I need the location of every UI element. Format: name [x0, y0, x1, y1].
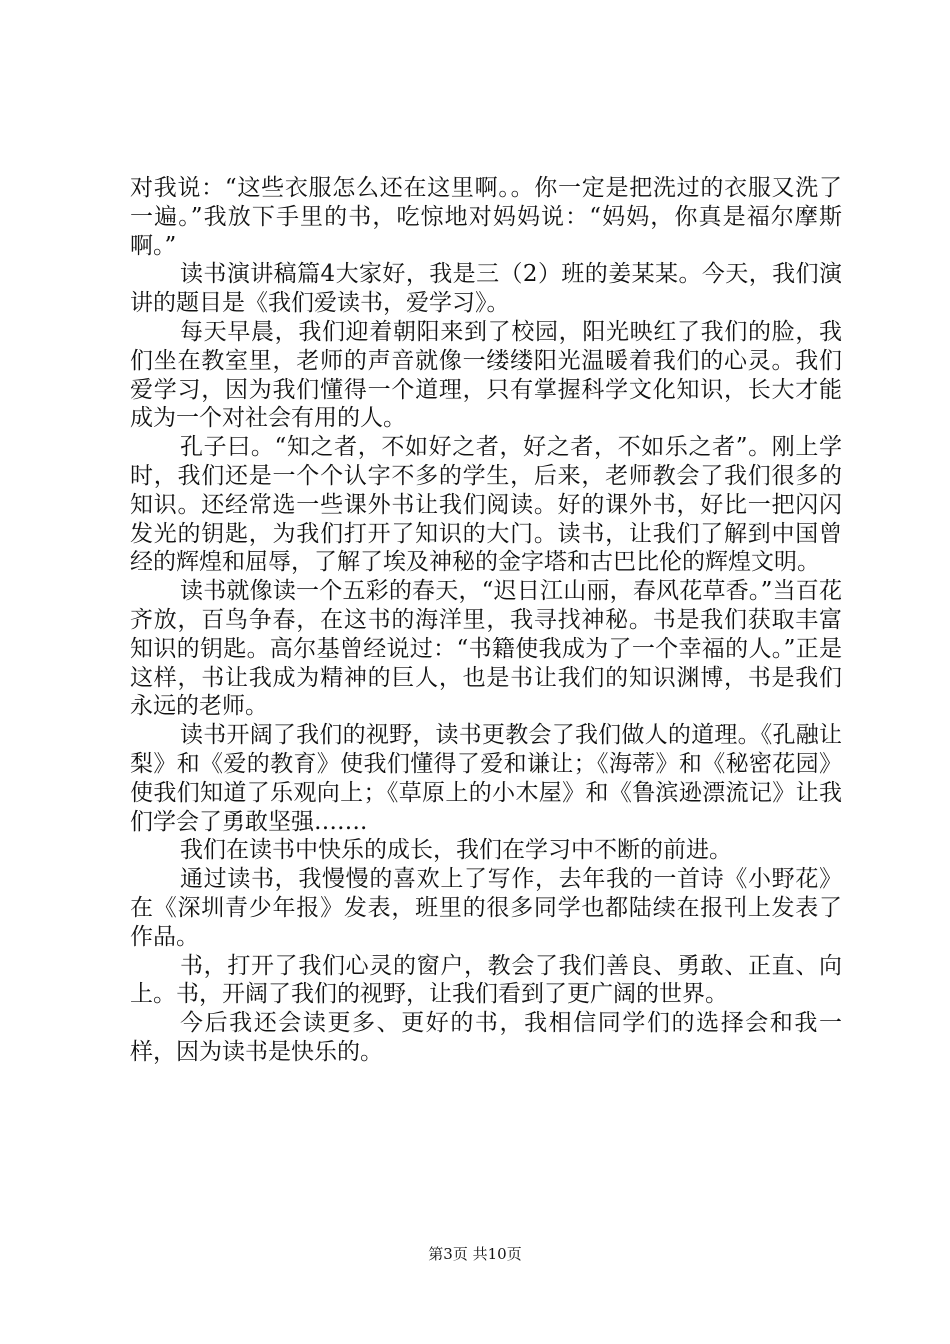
page-number-footer: 第3页 共10页: [428, 1245, 522, 1263]
paragraph-window: 书，打开了我们心灵的窗户，教会了我们善良、勇敢、正直、向上。书，开阔了我们的视野，让我们看到了更广阔的世界。: [130, 952, 842, 1008]
paragraph-confucius: 孔子曰。“知之者，不如好之者，好之者，不如乐之者”。刚上学时，我们还是一个个认字不多的学生，后来，老师教会了我们很多的知识。还经常选一些课外书让我们阅读。好的课外书，好比一把闪闪发光的钥匙，为我们打开了知识的大门。读书，让我们了解到中国曾经的辉煌和屈辱，了解了埃及神秘的金字塔和古巴比伦的辉煌文明。: [130, 434, 842, 576]
document-body: [130, 174, 842, 1067]
paragraph-growing: 我们在读书中快乐的成长，我们在学习中不断的前进。: [180, 837, 732, 864]
paragraph-writing: 通过读书，我慢慢的喜欢上了写作，去年我的一首诗《小野花》在《深圳青少年报》发表，班里的很多同学也都陆续在报刊上发表了作品。: [130, 866, 842, 950]
paragraph-morning: 每天早晨，我们迎着朝阳来到了校园，阳光映红了我们的脸，我们坐在教室里，老师的声音就像一缕缕阳光温暖着我们的心灵。我们爱学习，因为我们懂得一个道理，只有掌握科学文化知识，长大才能成为一个对社会有用的人。: [130, 318, 842, 432]
paragraph-continued: 对我说：“这些衣服怎么还在这里啊。。你一定是把洗过的衣服又洗了一遍。”我放下手里的书，吃惊地对妈妈说：“妈妈，你真是福尔摩斯啊。”: [130, 175, 842, 259]
paragraph-conclusion: 今后我还会读更多、更好的书，我相信同学们的选择会和我一样，因为读书是快乐的。: [130, 1010, 842, 1065]
paragraph-spring: 读书就像读一个五彩的春天，“迟日江山丽，春风花草香。”当百花齐放，百鸟争春，在这书的海洋里，我寻找神秘。书是我们获取丰富知识的钥匙。高尔基曾经说过：“书籍使我成为了一个幸福的人。”正是这样，书让我成为精神的巨人，也是书让我们的知识渊博，书是我们永远的老师。: [130, 578, 842, 720]
paragraph-speech-intro: 读书演讲稿篇4大家好，我是三（2）班的姜某某。今天，我们演讲的题目是《我们爱读书，爱学习》。: [130, 261, 842, 317]
paragraph-horizons: 读书开阔了我们的视野，读书更教会了我们做人的道理。《孔融让梨》和《爱的教育》使我们懂得了爱和谦让；《海蒂》和《秘密花园》使我们知道了乐观向上；《草原上的小木屋》和《鲁滨逊漂流记》让我们学会了勇敢坚强…….: [130, 722, 842, 835]
